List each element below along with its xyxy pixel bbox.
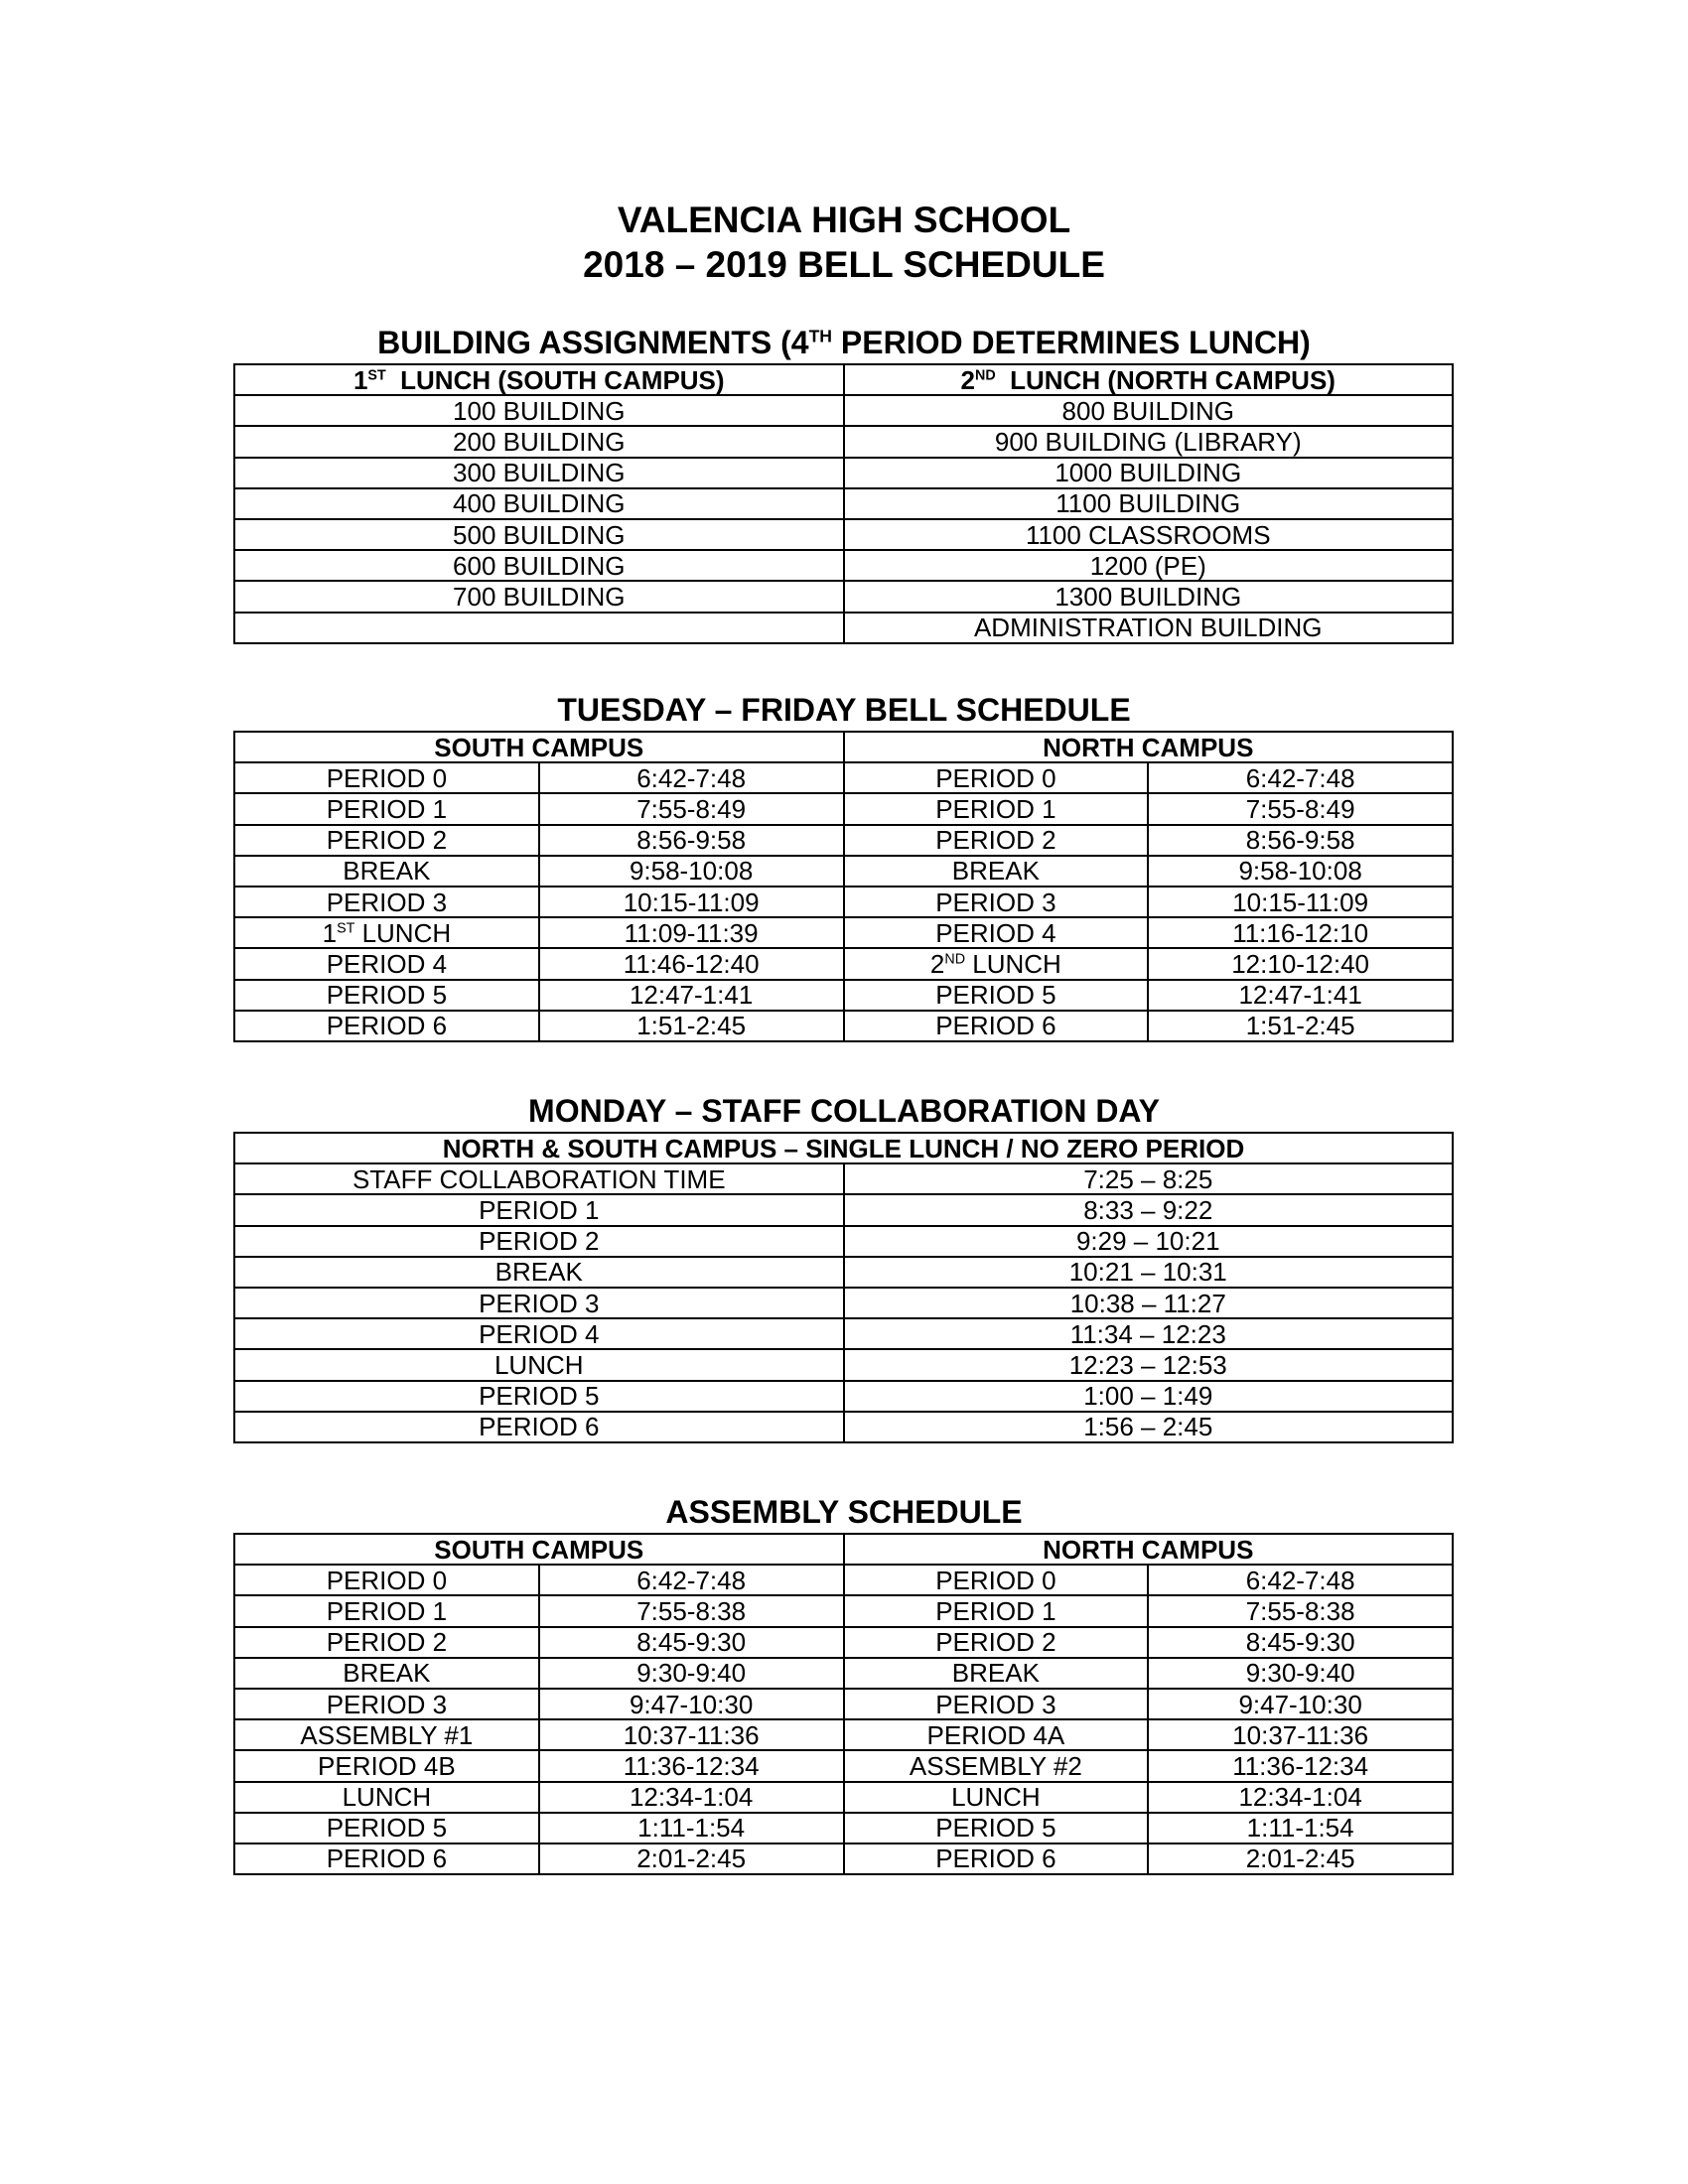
north-campus-header: NORTH CAMPUS [844,732,1454,762]
table-header-row [234,1534,1453,1565]
building-assignments-table [233,363,1454,644]
table-row [234,1349,1453,1380]
heading-sup: TH [808,326,833,346]
table-cell: 7:55-8:38 [1148,1595,1453,1626]
table-cell: 9:30-9:40 [539,1658,844,1689]
table-row [234,1719,1453,1750]
table-header-row [234,364,1453,395]
south-campus-header: SOUTH CAMPUS [234,1534,844,1565]
table-cell: 6:42-7:48 [539,762,844,793]
table-cell: PERIOD 5 [844,980,1149,1011]
table-cell: PERIOD 4 [844,917,1149,948]
table-cell: PERIOD 6 [234,1412,844,1442]
first-lunch-header [234,364,844,395]
table-cell: 2ND LUNCH [844,948,1149,979]
table-cell: PERIOD 0 [844,1565,1149,1595]
table-cell: 6:42-7:48 [539,1565,844,1595]
table-cell: PERIOD 1 [234,1595,539,1626]
table-cell: 1200 (PE) [844,550,1454,581]
table-cell: 11:16-12:10 [1148,917,1453,948]
table-row [234,1565,1453,1595]
table-row [234,1813,1453,1843]
school-title: VALENCIA HIGH SCHOOL [617,200,1071,240]
table-cell: ADMINISTRATION BUILDING [844,613,1454,643]
second-lunch-header [844,364,1454,395]
table-row [234,1163,1453,1194]
table-cell: PERIOD 3 [234,1689,539,1719]
table-cell: 600 BUILDING [234,550,844,581]
table-cell: PERIOD 1 [844,1595,1149,1626]
table-row [234,1782,1453,1813]
table-cell: PERIOD 3 [844,887,1149,917]
table-cell: PERIOD 1 [234,793,539,824]
table-cell: 7:55-8:38 [539,1595,844,1626]
table-cell: 1:11-1:54 [539,1813,844,1843]
table-cell: PERIOD 4 [234,1318,844,1349]
table-cell: BREAK [844,856,1149,887]
table-row [234,762,1453,793]
table-cell: PERIOD 5 [234,980,539,1011]
table-header-row [234,1133,1453,1163]
table-cell: 2:01-2:45 [539,1843,844,1874]
table-cell: 8:33 – 9:22 [844,1194,1454,1225]
table-cell: 12:34-1:04 [539,1782,844,1813]
header-text: 1 [352,364,368,395]
table-cell: 11:09-11:39 [539,917,844,948]
heading-text: BUILDING ASSIGNMENTS (4 [377,325,809,360]
table-cell: 1100 CLASSROOMS [844,519,1454,550]
table-cell: PERIOD 5 [234,1813,539,1843]
table-cell: LUNCH [844,1782,1149,1813]
north-campus-header: NORTH CAMPUS [844,1534,1454,1565]
table-cell: 10:37-11:36 [1148,1719,1453,1750]
table-cell: 300 BUILDING [234,458,844,488]
table-cell: LUNCH [234,1349,844,1380]
table-row [234,1288,1453,1318]
table-cell: 10:15-11:09 [1148,887,1453,917]
table-cell: 9:58-10:08 [539,856,844,887]
table-cell: BREAK [234,1658,539,1689]
assembly-heading: ASSEMBLY SCHEDULE [665,1494,1023,1530]
table-cell: 8:56-9:58 [539,825,844,856]
table-cell: PERIOD 0 [234,1565,539,1595]
table-cell: PERIOD 1 [234,1194,844,1225]
table-cell: 900 BUILDING (LIBRARY) [844,426,1454,457]
table-cell: 1:11-1:54 [1148,1813,1453,1843]
table-cell: 11:36-12:34 [1148,1750,1453,1781]
table-cell: 12:47-1:41 [539,980,844,1011]
table-cell: 500 BUILDING [234,519,844,550]
table-cell: PERIOD 2 [844,1627,1149,1658]
table-row [234,1257,1453,1288]
tuesday-friday-rows [234,762,1453,1041]
table-cell: 12:34-1:04 [1148,1782,1453,1813]
table-cell: 10:38 – 11:27 [844,1288,1454,1318]
assembly-rows [234,1565,1453,1874]
table-row [234,980,1453,1011]
table-cell: 400 BUILDING [234,488,844,519]
table-cell: 7:25 – 8:25 [844,1163,1454,1194]
table-cell: 12:47-1:41 [1148,980,1453,1011]
table-cell: PERIOD 4A [844,1719,1149,1750]
table-cell: PERIOD 2 [844,825,1149,856]
table-row [234,395,1453,426]
table-row [234,1750,1453,1781]
table-row [234,550,1453,581]
table-cell: PERIOD 6 [234,1011,539,1041]
header-text: 2 [960,364,975,395]
table-cell: 10:15-11:09 [539,887,844,917]
monday-rows [234,1163,1453,1442]
table-cell: ASSEMBLY #1 [234,1719,539,1750]
table-cell: 1:00 – 1:49 [844,1381,1454,1412]
table-row [234,1843,1453,1874]
building-rows [234,395,1453,643]
table-cell: 100 BUILDING [234,395,844,426]
table-cell: 11:36-12:34 [539,1750,844,1781]
table-cell: 1:56 – 2:45 [844,1412,1454,1442]
table-cell: PERIOD 6 [844,1843,1149,1874]
table-row [234,581,1453,612]
table-row [234,426,1453,457]
table-cell: 12:23 – 12:53 [844,1349,1454,1380]
table-cell: 8:45-9:30 [1148,1627,1453,1658]
table-cell: PERIOD 2 [234,1627,539,1658]
assembly-table [233,1533,1454,1875]
table-cell: PERIOD 5 [844,1813,1149,1843]
table-row [234,1011,1453,1041]
table-cell: PERIOD 0 [844,762,1149,793]
monday-subheading: NORTH & SOUTH CAMPUS – SINGLE LUNCH / NO ZERO PERIOD [234,1133,1453,1163]
table-cell: PERIOD 5 [234,1381,844,1412]
header-sup: ST [367,366,386,383]
table-cell: 6:42-7:48 [1148,762,1453,793]
table-cell: 7:55-8:49 [1148,793,1453,824]
table-cell: 11:46-12:40 [539,948,844,979]
table-cell: 9:58-10:08 [1148,856,1453,887]
ordinal-suffix: ND [944,951,966,968]
table-row [234,458,1453,488]
table-cell: LUNCH [234,1782,539,1813]
tuesday-friday-table [233,731,1454,1042]
table-row [234,1194,1453,1225]
table-cell: STAFF COLLABORATION TIME [234,1163,844,1194]
table-cell: 9:47-10:30 [539,1689,844,1719]
table-cell: BREAK [234,856,539,887]
table-cell: PERIOD 4B [234,1750,539,1781]
table-cell: 1000 BUILDING [844,458,1454,488]
table-row [234,1658,1453,1689]
table-cell: PERIOD 3 [844,1689,1149,1719]
table-cell: 9:47-10:30 [1148,1689,1453,1719]
table-cell: 11:34 – 12:23 [844,1318,1454,1349]
building-assignments-heading [0,325,1688,360]
table-row [234,519,1453,550]
table-row [234,1226,1453,1257]
table-cell: 2:01-2:45 [1148,1843,1453,1874]
table-cell: 8:56-9:58 [1148,825,1453,856]
table-cell: 9:29 – 10:21 [844,1226,1454,1257]
table-cell: 10:21 – 10:31 [844,1257,1454,1288]
table-cell: 700 BUILDING [234,581,844,612]
ordinal-suffix: ST [337,920,355,937]
table-cell: 1:51-2:45 [1148,1011,1453,1041]
table-cell: 200 BUILDING [234,426,844,457]
table-cell: 800 BUILDING [844,395,1454,426]
table-cell: 12:10-12:40 [1148,948,1453,979]
table-cell: PERIOD 6 [234,1843,539,1874]
table-cell: PERIOD 4 [234,948,539,979]
table-cell: PERIOD 2 [234,825,539,856]
monday-heading: MONDAY – STAFF COLLABORATION DAY [528,1093,1160,1129]
south-campus-header: SOUTH CAMPUS [234,732,844,762]
table-row [234,1627,1453,1658]
table-cell: 1:51-2:45 [539,1011,844,1041]
table-cell: ASSEMBLY #2 [844,1750,1149,1781]
table-cell: PERIOD 2 [234,1226,844,1257]
table-cell: 1100 BUILDING [844,488,1454,519]
monday-table [233,1132,1454,1443]
table-row [234,1412,1453,1442]
header-text-rest: LUNCH (SOUTH CAMPUS) [385,364,725,395]
table-cell: 8:45-9:30 [539,1627,844,1658]
table-row [234,1381,1453,1412]
table-row [234,1689,1453,1719]
table-cell: PERIOD 3 [234,887,539,917]
table-cell [234,613,844,643]
table-cell: PERIOD 6 [844,1011,1149,1041]
table-row [234,488,1453,519]
table-cell: PERIOD 0 [234,762,539,793]
header-sup: ND [975,366,996,383]
table-row [234,917,1453,948]
table-cell: 1ST LUNCH [234,917,539,948]
table-row [234,1318,1453,1349]
table-cell: PERIOD 1 [844,793,1149,824]
table-header-row [234,732,1453,762]
table-row [234,825,1453,856]
table-cell: PERIOD 3 [234,1288,844,1318]
table-cell: 1300 BUILDING [844,581,1454,612]
table-row [234,856,1453,887]
table-cell: BREAK [844,1658,1149,1689]
heading-text-rest: PERIOD DETERMINES LUNCH) [832,325,1311,360]
table-row [234,1595,1453,1626]
table-row [234,793,1453,824]
table-cell: BREAK [234,1257,844,1288]
table-cell: 7:55-8:49 [539,793,844,824]
header-text-rest: LUNCH (NORTH CAMPUS) [995,364,1336,395]
table-cell: 6:42-7:48 [1148,1565,1453,1595]
tuesday-friday-heading: TUESDAY – FRIDAY BELL SCHEDULE [557,692,1131,728]
table-cell: 9:30-9:40 [1148,1658,1453,1689]
table-row [234,613,1453,643]
schedule-title: 2018 – 2019 BELL SCHEDULE [583,244,1105,285]
table-row [234,887,1453,917]
table-cell: 10:37-11:36 [539,1719,844,1750]
table-row [234,948,1453,979]
